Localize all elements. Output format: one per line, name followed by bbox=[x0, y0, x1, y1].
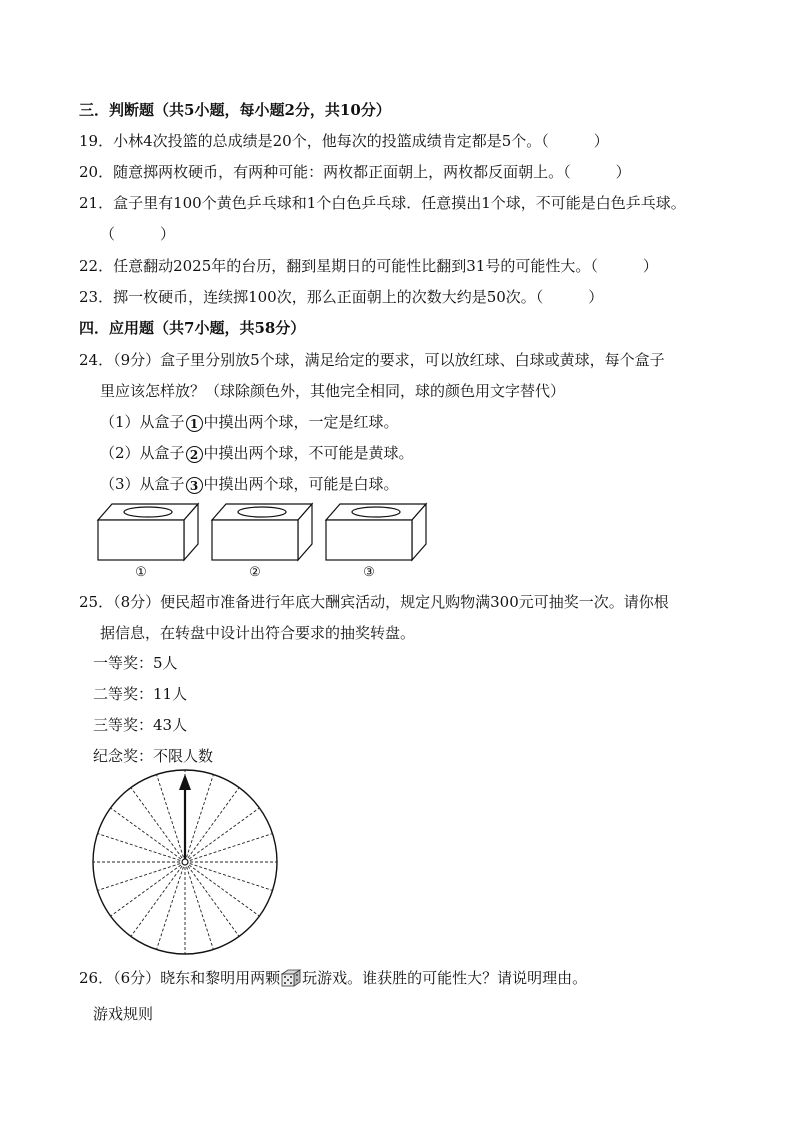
question-23: 23．掷一枚硬币，连续掷100次，那么正面朝上的次数大约是50次。（ ） bbox=[79, 288, 604, 306]
spinner-spoke bbox=[185, 862, 239, 936]
question-25-continued: 据信息，在转盘中设计出符合要求的抽奖转盘。 bbox=[100, 624, 416, 642]
question-26: 26．（6分）晓东和黎明用两颗 玩游戏。谁获胜的可能性大？请说明理由。 bbox=[79, 969, 588, 987]
circled-number-2: 2 bbox=[186, 446, 203, 463]
spinner-spoke bbox=[131, 788, 185, 862]
spinner-arrow-head bbox=[179, 774, 191, 790]
box-3 bbox=[326, 504, 426, 560]
circled-number-3: 3 bbox=[186, 477, 203, 494]
spinner-spoke bbox=[185, 808, 259, 862]
prize-commemorative: 纪念奖：不限人数 bbox=[93, 747, 214, 765]
box-label-2: ② bbox=[249, 565, 261, 580]
spinner-spoke bbox=[185, 862, 213, 950]
spinner-center bbox=[182, 859, 188, 865]
section-4-heading: 四．应用题（共7小题，共58分） bbox=[79, 319, 306, 337]
box-label-3: ③ bbox=[363, 565, 375, 580]
question-24-sub-2: （2）从盒子 2 中摸出两个球，不可能是黄球。 bbox=[100, 444, 414, 462]
dice-icon bbox=[280, 968, 302, 988]
spinner-spoke bbox=[111, 862, 185, 916]
question-19: 19．小林4次投篮的总成绩是20个，他每次的投篮成绩肯定都是5个。（ ） bbox=[79, 132, 609, 150]
question-24-continued: 里应该怎样放？（球除颜色外，其他完全相同，球的颜色用文字替代） bbox=[100, 382, 566, 400]
spinner-spoke bbox=[111, 808, 185, 862]
spinner-spoke bbox=[185, 862, 259, 916]
box-label-1: ① bbox=[135, 565, 147, 580]
question-24-sub-3: （3）从盒子 3 中摸出两个球，可能是白球。 bbox=[100, 475, 399, 493]
box-1 bbox=[98, 504, 198, 560]
question-24: 24．（9分）盒子里分别放5个球，满足给定的要求，可以放红球、白球或黄球，每个盒子 bbox=[79, 351, 665, 369]
game-rules-label: 游戏规则 bbox=[93, 1005, 154, 1023]
prize-first: 一等奖：5人 bbox=[93, 654, 178, 672]
spinner-spoke bbox=[185, 834, 273, 862]
box-2 bbox=[212, 504, 312, 560]
spinner-spoke bbox=[185, 862, 273, 890]
circled-number-1: 1 bbox=[186, 415, 203, 432]
question-22: 22．任意翻动2025年的台历，翻到星期日的可能性比翻到31号的可能性大。（ ） bbox=[79, 257, 658, 275]
three-boxes-illustration bbox=[94, 500, 454, 570]
question-21-answer-blank: （ ） bbox=[100, 225, 176, 243]
spinner-spoke bbox=[131, 862, 185, 936]
spinner-spoke bbox=[98, 834, 186, 862]
spinner-spoke bbox=[185, 788, 239, 862]
prize-second: 二等奖：11人 bbox=[93, 685, 188, 703]
section-3-heading: 三．判断题（共5小题，每小题2分，共10分） bbox=[79, 101, 391, 119]
question-20: 20．随意掷两枚硬币，有两种可能：两枚都正面朝上，两枚都反面朝上。（ ） bbox=[79, 163, 631, 181]
spinner-wheel bbox=[85, 762, 285, 962]
question-25: 25．（8分）便民超市准备进行年底大酬宾活动，规定凡购物满300元可抽奖一次。请你根 bbox=[79, 593, 669, 611]
spinner-spoke bbox=[98, 862, 186, 890]
prize-third: 三等奖：43人 bbox=[93, 716, 188, 734]
question-24-sub-1: （1）从盒子 1 中摸出两个球，一定是红球。 bbox=[100, 413, 399, 431]
question-21: 21．盒子里有100个黄色乒乓球和1个白色乒乓球．任意摸出1个球，不可能是白色乒乓球。 bbox=[79, 194, 686, 212]
spinner-spoke bbox=[157, 862, 185, 950]
